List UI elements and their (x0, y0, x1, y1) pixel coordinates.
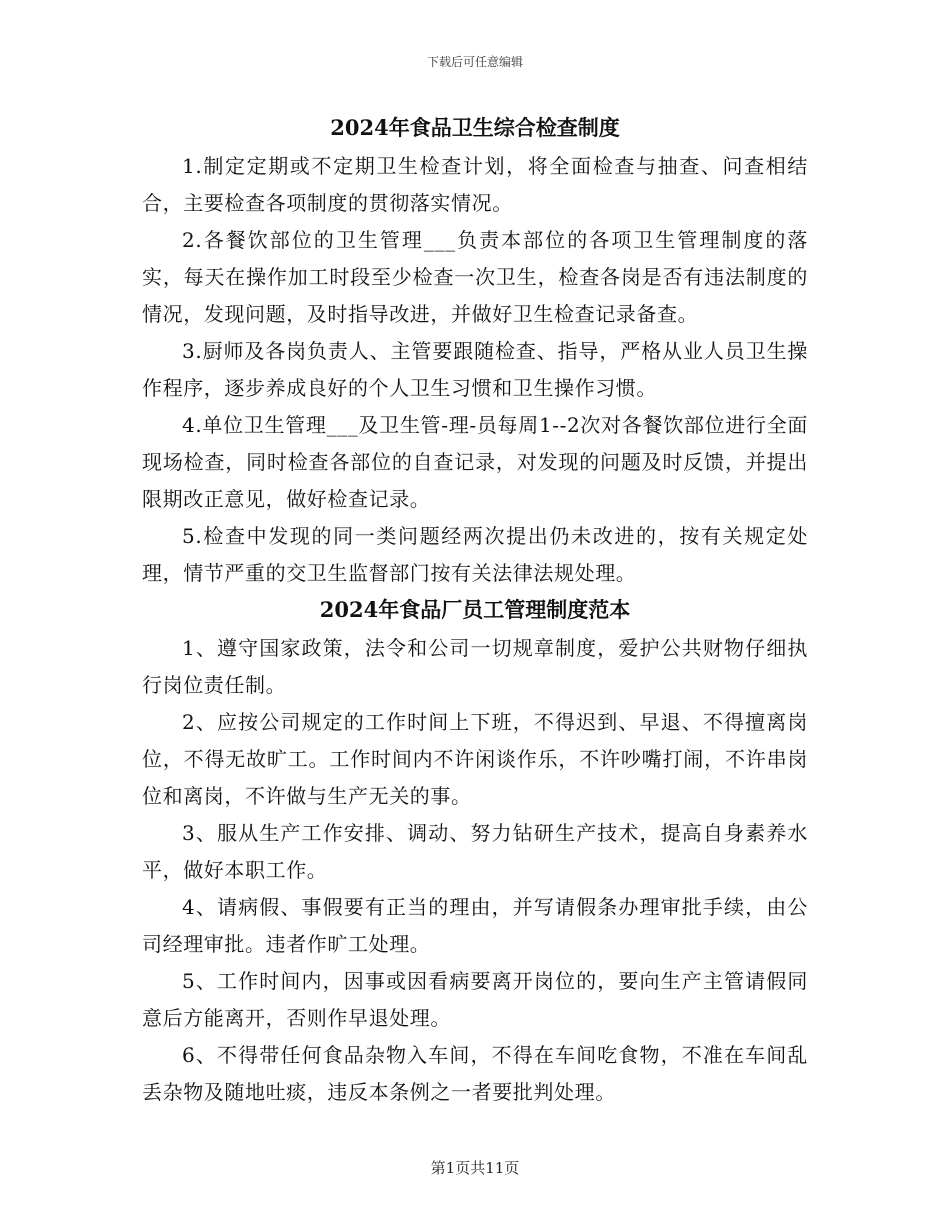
page-number: 第1页共11页 (430, 1159, 520, 1177)
paragraph: 4、请病假、事假要有正当的理由，并写请假条办理审批手续，由公司经理审批。违者作旷工处理。 (142, 895, 808, 956)
paragraph: 2、应按公司规定的工作时间上下班，不得迟到、早退、不得擅离岗位，不得无故旷工。工作时间内不许闲谈作乐，不许吵嘴打闹，不许串岗位和离岗，不许做与生产无关的事。 (142, 710, 808, 808)
paragraph: 1.制定定期或不定期卫生检查计划，将全面检查与抽查、问查相结合，主要检查各项制度的贯彻落实情况。 (142, 154, 808, 215)
paragraph: 5.检查中发现的同一类问题经两次提出仍未改进的，按有关规定处理，情节严重的交卫生监督部门按有关法律法规处理。 (142, 524, 808, 585)
paragraph: 4.单位卫生管理___及卫生管-理-员每周1--2次对各餐饮部位进行全面现场检查，同时检查各部位的自查记录，对发现的问题及时反馈，并提出限期改正意见，做好检查记录。 (142, 413, 808, 511)
paragraph: 2.各餐饮部位的卫生管理___负责本部位的各项卫生管理制度的落实，每天在操作加工时段至少检查一次卫生，检查各岗是否有违法制度的情况，发现问题，及时指导改进，并做好卫生检查记录备查。 (142, 228, 808, 326)
paragraph: 5、工作时间内，因事或因看病要离开岗位的，要向生产主管请假同意后方能离开，否则作早退处理。 (142, 969, 808, 1030)
paragraph: 3、服从生产工作安排、调动、努力钻研生产技术，提高自身素养水平，做好本职工作。 (142, 821, 808, 882)
paragraph: 6、不得带任何食品杂物入车间，不得在车间吃食物，不准在车间乱丢杂物及随地吐痰，违反本条例之一者要批判处理。 (142, 1043, 808, 1104)
section-title-employee-management: 2024年食品厂员工管理制度范本 (319, 597, 631, 622)
paragraph: 1、遵守国家政策，法令和公司一切规章制度，爱护公共财物仔细执行岗位责任制。 (142, 636, 808, 697)
document-content (142, 112, 808, 1111)
header-note: 下载后可任意编辑 (426, 55, 523, 69)
section-title-hygiene-inspection: 2024年食品卫生综合检查制度 (330, 115, 620, 140)
paragraph: 3.厨师及各岗负责人、主管要跟随检查、指导，严格从业人员卫生操作程序，逐步养成良好的个人卫生习惯和卫生操作习惯。 (142, 339, 808, 400)
